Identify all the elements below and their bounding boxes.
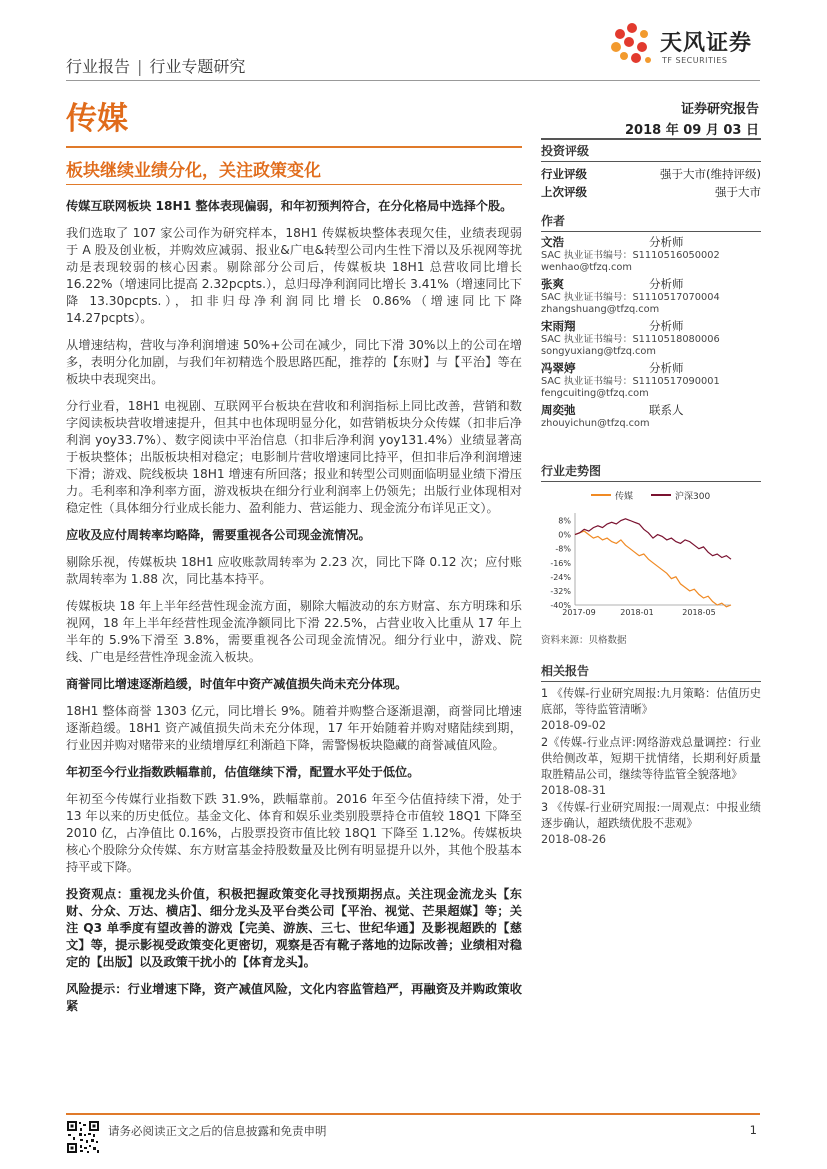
qr-code — [66, 1120, 100, 1154]
header-divider — [66, 80, 760, 81]
main-body — [66, 198, 522, 1025]
rating-label: 行业评级 — [541, 167, 587, 181]
breadcrumb — [66, 54, 245, 77]
industry-title: 传媒 — [66, 101, 128, 137]
author-role: 分析师 — [649, 361, 684, 375]
related-report-link[interactable]: 3 《传媒-行业研究周报:一周观点：中报业绩逐步确认，超跌绩优股不悲观》 — [541, 801, 761, 830]
related-report-date: 2018-09-02 — [541, 719, 607, 732]
author-entry — [541, 277, 761, 316]
series-line-hs300 — [575, 519, 731, 559]
rating-value: 强于大市 — [715, 185, 761, 199]
author-name: 冯翠婷 — [541, 361, 576, 375]
author-name-row — [541, 403, 761, 418]
author-email[interactable]: fengcuiting@tfzq.com — [541, 388, 649, 399]
brand-logo-icon — [610, 20, 656, 68]
y-tick-label: 8% — [558, 516, 571, 526]
document-type: 证券研究报告 — [680, 102, 759, 117]
body-paragraph: 年初至今传媒行业指数下跌 31.9%，跌幅靠前。2016 年至今估值持续下滑，处于 13 年以来的历史低位。基金文化、体育和娱乐业类别股票持仓市值较 18Q1 下降至 2010 亿，占净值比 0.16%，占股票投资市值比较 18Q1 下降至 1.12%。传媒板块核心个股除分众传媒、东方财富基金持股数量及比例有明显提升以外，其他个股基本持平或下降。 — [66, 792, 522, 874]
chart-heading: 行业走势图 — [541, 462, 761, 482]
key-paragraph: 风险提示：行业增速下降，资产减值风险，文化内容监管趋严，再融资及并购政策收紧 — [66, 982, 522, 1013]
body-paragraph: 我们选取了 107 家公司作为研究样本，18H1 传媒板块整体表现欠佳，业绩表现弱于 A 股及创业板，并购效应减弱、报业&广电&转型公司内生性下滑以及乐视网等扰动是表现较弱的核心因素。剔除部分公司后，传媒板块 18H1 总营收同比增长 16.22%（增速同比提高 2.32pcpts.），总归母净利润同比增长 3.41%（增速同比下降 13.30pcpts.），扣非归母净利润同比增长 0.86%（增速同比下降 14.27pcpts）。 — [66, 226, 522, 325]
related-report-date: 2018-08-26 — [541, 833, 607, 846]
author-name: 宋雨翔 — [541, 319, 576, 333]
rating-heading: 投资评级 — [541, 138, 761, 162]
y-tick-label: -32% — [550, 586, 571, 596]
related-report-date: 2018-08-31 — [541, 784, 607, 797]
author-certificate: SAC 执业证书编号：S1110517090001 — [541, 376, 720, 387]
author-entry — [541, 403, 761, 430]
author-entry — [541, 361, 761, 400]
chart-source: 资料来源：贝格数据 — [541, 635, 627, 646]
author-email[interactable]: wenhao@tfzq.com — [541, 262, 632, 273]
authors-panel — [541, 212, 761, 430]
x-tick-label: 2018-01 — [620, 608, 654, 617]
qr-code-icon — [66, 1120, 100, 1154]
y-tick-label: 0% — [558, 530, 571, 540]
brand-subtitle: TF SECURITIES — [662, 56, 728, 65]
rating-label: 上次评级 — [541, 185, 587, 199]
body-paragraph: 分行业看，18H1 电视剧、互联网平台板块在营收和利润指标上同比改善，营销和数字阅读板块营收增速提升，但其中也体现明显分化，如营销板块分众传媒（扣非后净利润 yoy33.7%）、数字阅读中平治信息（扣非后净利润 yoy131.4%）业绩显著高于板块整体；出版板块相对稳定；电影制片营收增速同比持平，但扣非后净利润增速下滑；游戏、院线板块 18H1 增速有所回落；报业和转型公司则面临明显业绩下滑压力。毛利率和净利率方面，游戏板块在细分行业利润率上仍领先；出版行业体现相对稳定性（具体细分行业成长能力、盈利能力、营运能力、现金流分布详见正文）。 — [66, 399, 522, 515]
rating-row — [541, 165, 761, 183]
authors-heading: 作者 — [541, 212, 761, 232]
page-number: 1 — [749, 1123, 757, 1137]
section-heading: 年初至今行业指数跌幅靠前，估值继续下滑，配置水平处于低位。 — [66, 765, 420, 779]
breadcrumb-separator: | — [137, 57, 143, 76]
chart-panel — [541, 462, 761, 482]
author-email[interactable]: zhouyichun@tfzq.com — [541, 418, 650, 429]
footer-disclaimer: 请务必阅读正文之后的信息披露和免责申明 — [108, 1124, 327, 1138]
author-email[interactable]: zhangshuang@tfzq.com — [541, 304, 660, 315]
related-report-link[interactable]: 1 《传媒-行业研究周报:九月策略：估值历史底部，等待监管清晰》 — [541, 687, 761, 716]
author-role: 分析师 — [649, 235, 684, 249]
chart-svg — [541, 485, 761, 625]
related-reports — [541, 662, 761, 849]
body-paragraph: 传媒板块 18 年上半年经营性现金流方面，剔除大幅波动的东方财富、东方明珠和乐视网，18 年上半年经营性现金流净额同比下滑 22.5%，占营业收入比重从 17 年上半年的 5.9%下滑至 3.8%，需要重视各公司现金流情况。细分行业中，游戏、院线、广电是经营性净现金流入板块。 — [66, 599, 522, 664]
author-name-row — [541, 361, 761, 376]
author-name-row — [541, 319, 761, 334]
author-role: 分析师 — [649, 277, 684, 291]
section-heading: 传媒互联网板块 18H1 整体表现偏弱，和年初预判符合，在分化格局中选择个股。 — [66, 199, 513, 213]
author-role: 联系人 — [649, 403, 684, 417]
series-line-media — [575, 531, 731, 607]
footer-divider — [66, 1113, 760, 1115]
report-date: 2018 年 09 月 03 日 — [625, 123, 759, 138]
section-heading: 应收及应付周转率均略降，需要重视各公司现金流情况。 — [66, 528, 371, 542]
author-name: 张爽 — [541, 277, 564, 291]
legend-label: 传媒 — [615, 492, 634, 502]
breadcrumb-category: 行业报告 — [66, 57, 131, 76]
industry-trend-chart — [541, 485, 761, 645]
rating-panel — [541, 138, 761, 201]
author-entry — [541, 235, 761, 274]
author-role: 分析师 — [649, 319, 684, 333]
related-report-link[interactable]: 2《传媒-行业点评:网络游戏总量调控：行业供给侧改革，短期干扰情绪，长期利好质量取胜精品公司，继续等待监管全貌落地》 — [541, 736, 761, 781]
report-title: 板块继续业绩分化，关注政策变化 — [66, 161, 321, 181]
rating-row — [541, 183, 761, 201]
body-paragraph: 18H1 整体商誉 1303 亿元，同比增长 9%。随着并购整合逐渐退潮，商誉同比增速逐渐趋缓。18H1 资产减值损失尚未充分体现，17 年开始随着并购对赌陆续到期，行业因并购对赌带来的业绩增厚红利渐趋下降，需警惕板块隐藏的商誉减值风险。 — [66, 704, 522, 752]
section-heading: 商誉同比增速逐渐趋缓，时值年中资产减值损失尚未充分体现。 — [66, 677, 408, 691]
y-tick-label: -16% — [550, 558, 571, 568]
breadcrumb-subcategory: 行业专题研究 — [149, 57, 246, 76]
author-entry — [541, 319, 761, 358]
author-name: 周奕弛 — [541, 403, 576, 417]
authors-list — [541, 235, 761, 430]
author-name: 文浩 — [541, 235, 564, 249]
y-tick-label: -40% — [550, 601, 571, 610]
key-paragraph: 投资观点：重视龙头价值，积极把握政策变化寻找预期拐点。关注现金流龙头【东财、分众、万达、横店】、细分龙头及平台类公司【平治、视觉、芒果超媒】等；关注 Q3 单季度有望改善的游戏【完美、游族、三七、世纪华通】及影视超跌的【慈文】等，提示影视受政策变化更密切，观察是否有靴子落地的边际改善；业绩相对稳定的【出版】以及政策干扰小的【体育龙头】。 — [66, 887, 522, 969]
legend-label: 沪深300 — [675, 492, 711, 502]
author-name-row — [541, 235, 761, 250]
body-paragraph: 剔除乐视，传媒板块 18H1 应收账款周转率为 2.23 次，同比下降 0.12 次；应付账款周转率为 1.88 次，同比基本持平。 — [66, 555, 522, 586]
title-bottom-rule — [66, 184, 522, 185]
related-heading: 相关报告 — [541, 662, 761, 682]
related-list — [541, 686, 761, 848]
rating-value: 强于大市(维持评级) — [660, 167, 761, 181]
author-certificate: SAC 执业证书编号：S1110516050002 — [541, 250, 720, 261]
y-tick-label: -24% — [550, 572, 571, 582]
x-tick-label: 2018-05 — [682, 608, 716, 617]
title-top-rule — [66, 146, 522, 148]
author-certificate: SAC 执业证书编号：S1110518080006 — [541, 334, 720, 345]
author-email[interactable]: songyuxiang@tfzq.com — [541, 346, 656, 357]
body-paragraph: 从增速结构，营收与净利润增速 50%+公司在减少，同比下滑 30%以上的公司在增多，表明分化加剧，与我们年初精选个股思路匹配，推荐的【东财】与【平治】等在板块中表现突出。 — [66, 338, 522, 386]
y-tick-label: -8% — [555, 544, 571, 554]
x-tick-label: 2017-09 — [562, 608, 596, 617]
author-certificate: SAC 执业证书编号：S1110517070004 — [541, 292, 720, 303]
brand-logo — [610, 20, 760, 72]
author-name-row — [541, 277, 761, 292]
brand-name: 天风证券 — [660, 31, 753, 56]
